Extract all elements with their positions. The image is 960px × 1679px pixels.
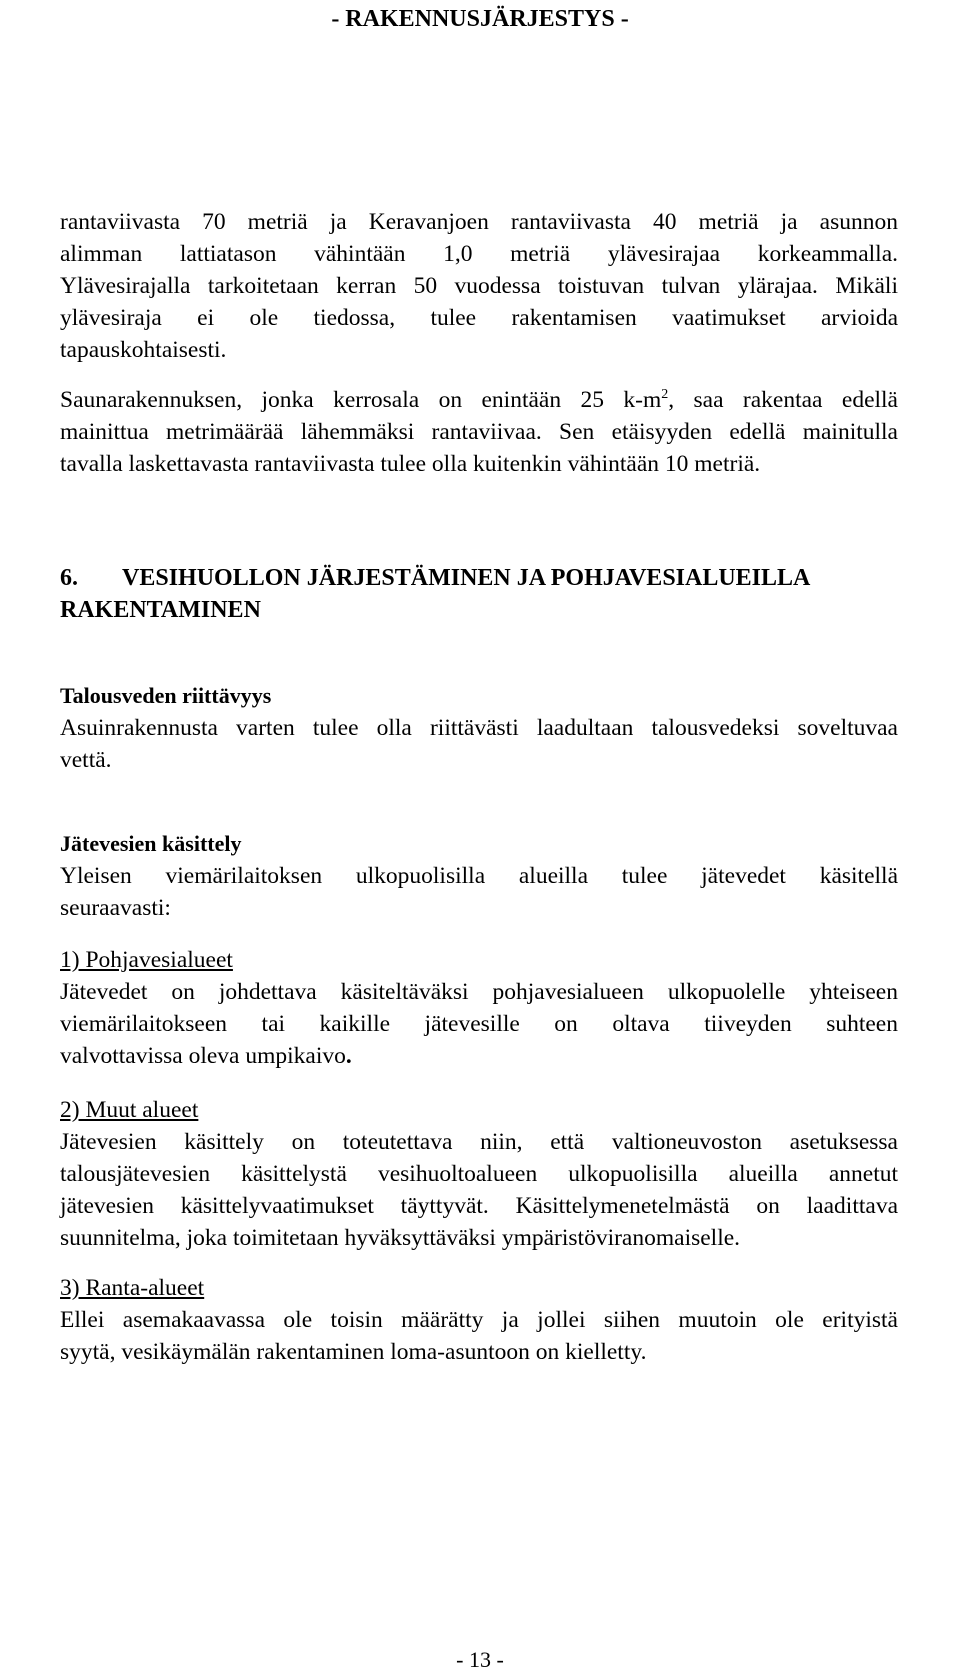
sauna-line-1 bbox=[60, 384, 898, 416]
muut-heading: 2) Muut alueet bbox=[60, 1097, 199, 1123]
section-heading-line-1 bbox=[60, 562, 880, 594]
pohjavesi-line-3 bbox=[60, 1040, 898, 1072]
jatevesi-line-2: seuraavasti: bbox=[60, 895, 171, 921]
muut-line-1: Jätevesien käsittely on toteutettava niin, että valtioneuvoston asetuksessa bbox=[60, 1129, 898, 1155]
page-header: - RAKENNUSJÄRJESTYS - bbox=[331, 6, 629, 32]
section-title-2: RAKENTAMINEN bbox=[60, 597, 261, 623]
pohjavesi-block bbox=[60, 944, 898, 1072]
section-heading bbox=[60, 562, 880, 626]
pohjavesi-line-3-text: valvottavissa oleva umpikaivo bbox=[60, 1043, 346, 1069]
sauna-line-1-end: , saa rakentaa edellä bbox=[668, 387, 898, 413]
ranta-line-1: Ellei asemakaavassa ole toisin määrätty ja jollei siihen muutoin ole erityistä bbox=[60, 1307, 898, 1333]
sauna-line-1-text: Saunarakennuksen, jonka kerrosala on enintään 25 k-m bbox=[60, 387, 662, 413]
section-number: 6. bbox=[60, 565, 78, 591]
muut-line-4: suunnitelma, joka toimitetaan hyväksyttäväksi ympäristöviranomaiselle. bbox=[60, 1225, 741, 1251]
jatevesi-line-1: Yleisen viemärilaitoksen ulkopuolisilla alueilla tulee jätevedet käsitellä bbox=[60, 863, 898, 889]
sauna-paragraph bbox=[60, 384, 898, 480]
talousvesi-line-1: Asuinrakennusta varten tulee olla riittävästi laadultaan talousvedeksi soveltuvaa bbox=[60, 715, 898, 741]
talousvesi-block bbox=[60, 680, 898, 776]
ranta-heading: 3) Ranta-alueet bbox=[60, 1275, 205, 1301]
jatevesi-heading: Jätevesien käsittely bbox=[60, 831, 242, 856]
muut-block bbox=[60, 1094, 898, 1254]
sauna-line-3: tavalla laskettavasta rantaviivasta tulee olla kuitenkin vähintään 10 metriä. bbox=[60, 451, 761, 477]
talousvesi-line-2: vettä. bbox=[60, 747, 112, 773]
intro-line-4: ylävesiraja ei ole tiedossa, tulee rakentamisen vaatimukset arvioida bbox=[60, 305, 898, 331]
intro-line-2: alimman lattiatason vähintään 1,0 metriä ylävesirajaa korkeammalla. bbox=[60, 241, 898, 267]
pohjavesi-heading: 1) Pohjavesialueet bbox=[60, 947, 233, 973]
intro-line-3: Ylävesirajalla tarkoitetaan kerran 50 vuodessa toistuvan tulvan ylärajaa. Mikäli bbox=[60, 273, 898, 299]
muut-line-2: talousjätevesien käsittelystä vesihuoltoalueen ulkopuolisilla alueilla annetut bbox=[60, 1161, 898, 1187]
page-number: - 13 - bbox=[456, 1647, 504, 1672]
intro-paragraph bbox=[60, 206, 898, 366]
sauna-line-2: mainittua metrimäärää lähemmäksi rantaviivaa. Sen etäisyyden edellä mainitulla bbox=[60, 419, 898, 445]
ranta-block bbox=[60, 1272, 898, 1368]
intro-line-1: rantaviivasta 70 metriä ja Keravanjoen rantaviivasta 40 metriä ja asunnon bbox=[60, 209, 898, 235]
pohjavesi-line-1: Jätevedet on johdettava käsiteltäväksi pohjavesialueen ulkopuolelle yhteiseen bbox=[60, 979, 898, 1005]
superscript: 2 bbox=[661, 387, 669, 403]
muut-line-3: jätevesien käsittelyvaatimukset täyttyvät. Käsittelymenetelmästä on laadittava bbox=[60, 1193, 898, 1219]
pohjavesi-line-3-period: . bbox=[345, 1043, 352, 1069]
pohjavesi-line-2: viemärilaitokseen tai kaikille jätevesille on oltava tiiveyden suhteen bbox=[60, 1011, 898, 1037]
section-title-1: VESIHUOLLON JÄRJESTÄMINEN JA POHJAVESIALUEILLA bbox=[122, 565, 811, 591]
talousvesi-heading: Talousveden riittävyys bbox=[60, 683, 272, 708]
intro-line-5: tapauskohtaisesti. bbox=[60, 337, 227, 363]
ranta-line-2: syytä, vesikäymälän rakentaminen loma-asuntoon on kielletty. bbox=[60, 1339, 647, 1365]
jatevesi-block bbox=[60, 828, 898, 924]
